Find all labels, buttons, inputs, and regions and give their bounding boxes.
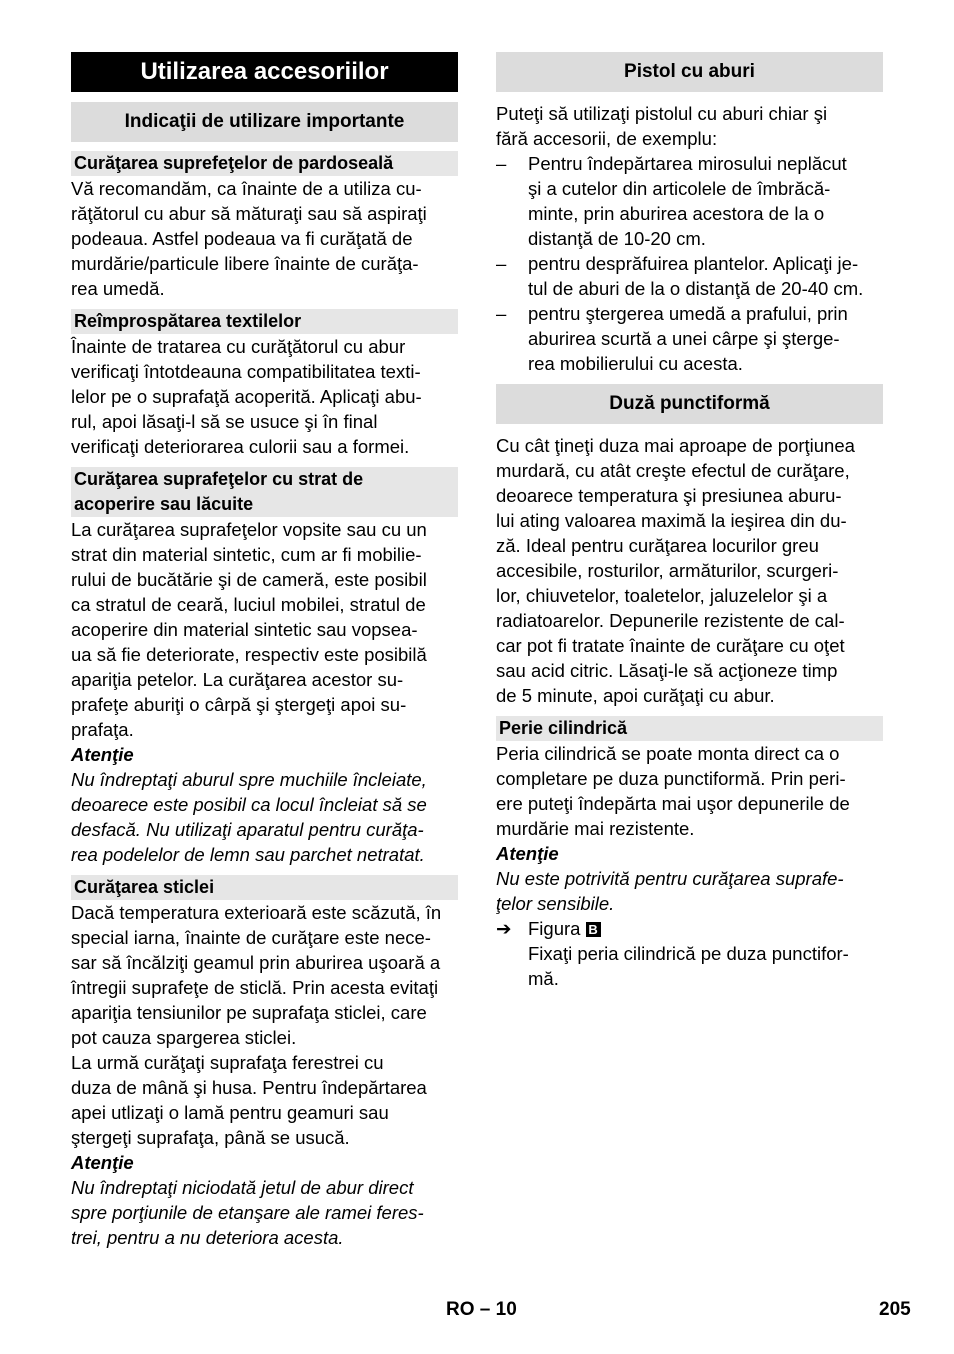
subtitle-round-brush: Perie cilindrică xyxy=(496,716,883,741)
list-item xyxy=(496,251,883,301)
list-item-text: pentru ştergerea umedă a prafului, prin aburirea scurtă a unei cârpe şi ştergе- rea mobilierului cu acesta. xyxy=(528,303,848,374)
list-item-text: pentru desprăfuirea plantelor. Aplicaţi je- tul de aburi de la o distanţă de 20-40 cm. xyxy=(528,253,864,299)
coated-surfaces-text: La curăţarea suprafeţelor vopsite sau cu un strat din material sintetic, cum ar fi mobilie- rului de bucătărie şi de cameră, este posibil ca stratul de ceară, luciul mobilei, stratul de acoperire din material sintetic sau vopsea- ua să fie deteriorate, respectiv este posibilă apariţia petelor. La curăţarea acestor su- prafeţe aburiţi o cârpă şi ştergeţi apoi su- prafaţa. xyxy=(71,519,427,740)
dash-bullet: – xyxy=(496,153,507,174)
brush-step-text: Fixaţi peria cilindrică pe duza punctifor- mă. xyxy=(528,943,849,989)
glass-cleaning-text-2: La urmă curăţaţi suprafaţa ferestrei cu duza de mână şi husa. Pentru îndepărtarea apei utlizaţi o lamă pentru geamuri sau ştergeţi suprafaţa, până se usucă. xyxy=(71,1052,427,1148)
list-item-text: Pentru îndepărtarea mirosului neplăcut şi a cutelor din articolele de îmbrăcă- minte, prin aburirea acestora de la o distanţă de 10-20 cm. xyxy=(528,153,847,249)
list-item xyxy=(496,301,883,376)
left-column xyxy=(71,52,458,1250)
glass-cleaning-text: Dacă temperatura exterioară este scăzută, în special iarna, înainte de curăţare este nece- sar să încălziţi geamul prin aburirea uşoară a întregii suprafeţe de sticlă. Prin acesta evitaţi apariţia tensiunilor pe suprafaţa sticlei, care pot cauza spargerea sticlei. xyxy=(71,902,442,1048)
section-title-steam-gun: Pistol cu aburi xyxy=(496,52,883,92)
floor-cleaning-text: Vă recomandăm, ca înainte de a utiliza cu- răţătorul cu abur să măturaţi sau să aspiraţi podeaua. Astfel podeaua va fi curăţată de murdărie/particule libere înainte de curăţa- rea umedă. xyxy=(71,178,427,299)
warning-text-coated: Nu îndreptaţi aburul spre muchiile încleiate, deoarece este posibil ca locul încleiat să se desfacă. Nu utilizaţi aparatul pentru curăţa- rea podelelor de lemn sau parchet netratat. xyxy=(71,769,427,865)
steam-gun-intro: Puteţi să utilizaţi pistolul cu aburi chiar şi fără accesorii, de exemplu: xyxy=(496,103,828,149)
warning-label-coated: Atenţie xyxy=(71,744,134,765)
point-nozzle-text: Cu cât ţineţi duza mai aproape de porţiunea murdară, cu atât creşte efectul de curăţare, deoarece temperatura şi presiunea aburu- lui ating valoarea maximă la ieşirea din du- ză. Ideal pentru curăţarea locurilor greu accesibile, rosturilor, armăturilor, scurgeri- lor, chiuvetelor, toaletelor, jaluzelelor şi a radiatoarelor. Depunerile rezistente de cal- car pot fi tratate înainte de curăţare cu oţet sau acid citric. Lăsaţi-le să acţioneze timp de 5 minute, apoi curăţaţi cu abur. xyxy=(496,435,855,706)
warning-text-glass: Nu îndreptaţi niciodată jetul de abur direct spre porţiunile de etanşare ale ramei feres- trei, pentru a nu deteriora acesta. xyxy=(71,1177,424,1248)
textiles-text: Înainte de tratarea cu curăţătorul cu abur verificaţi întotdeauna compatibilitatea texti- lelor pe o suprafaţă acoperită. Aplicaţi abu- rul, apoi lăsaţi-l să se usuce şi în final verificaţi deteriorarea culorii sau a formei. xyxy=(71,336,422,457)
dash-bullet: – xyxy=(496,303,507,324)
footer-section-label: RO – 10 xyxy=(446,1299,517,1320)
subtitle-glass-cleaning: Curăţarea sticlei xyxy=(71,875,458,900)
arrow-right-icon: ➔ xyxy=(496,918,512,939)
warning-label-brush: Atenţie xyxy=(496,843,559,864)
main-title: Utilizarea accesoriilor xyxy=(71,52,458,92)
section-title-important-notes: Indicaţii de utilizare importante xyxy=(71,102,458,142)
figure-label: Figura xyxy=(528,918,581,939)
page-number: 205 xyxy=(879,1299,911,1320)
subtitle-textiles: Reîmprospătarea textilelor xyxy=(71,309,458,334)
right-column xyxy=(496,52,883,991)
section-title-point-nozzle: Duză punctiformă xyxy=(496,384,883,424)
warning-label-glass: Atenţie xyxy=(71,1152,134,1173)
warning-text-brush: Nu este potrivită pentru curăţarea suprafe- ţelor sensibile. xyxy=(496,868,844,914)
steam-gun-list xyxy=(496,151,883,376)
subtitle-floor-cleaning: Curăţarea suprefeţelor de pardoseală xyxy=(71,151,458,176)
round-brush-text: Peria cilindrică se poate monta direct ca o completare pe duza punctiformă. Prin peri- ere puteţi îndepărta mai uşor depunerile de murdărie mai rezistente. xyxy=(496,743,850,839)
figure-reference xyxy=(496,916,883,941)
figure-letter-badge: B xyxy=(586,922,601,937)
list-item xyxy=(496,151,883,251)
dash-bullet: – xyxy=(496,253,507,274)
subtitle-coated-surfaces: Curăţarea suprafeţelor cu strat de acoperire sau lăcuite xyxy=(71,467,458,517)
